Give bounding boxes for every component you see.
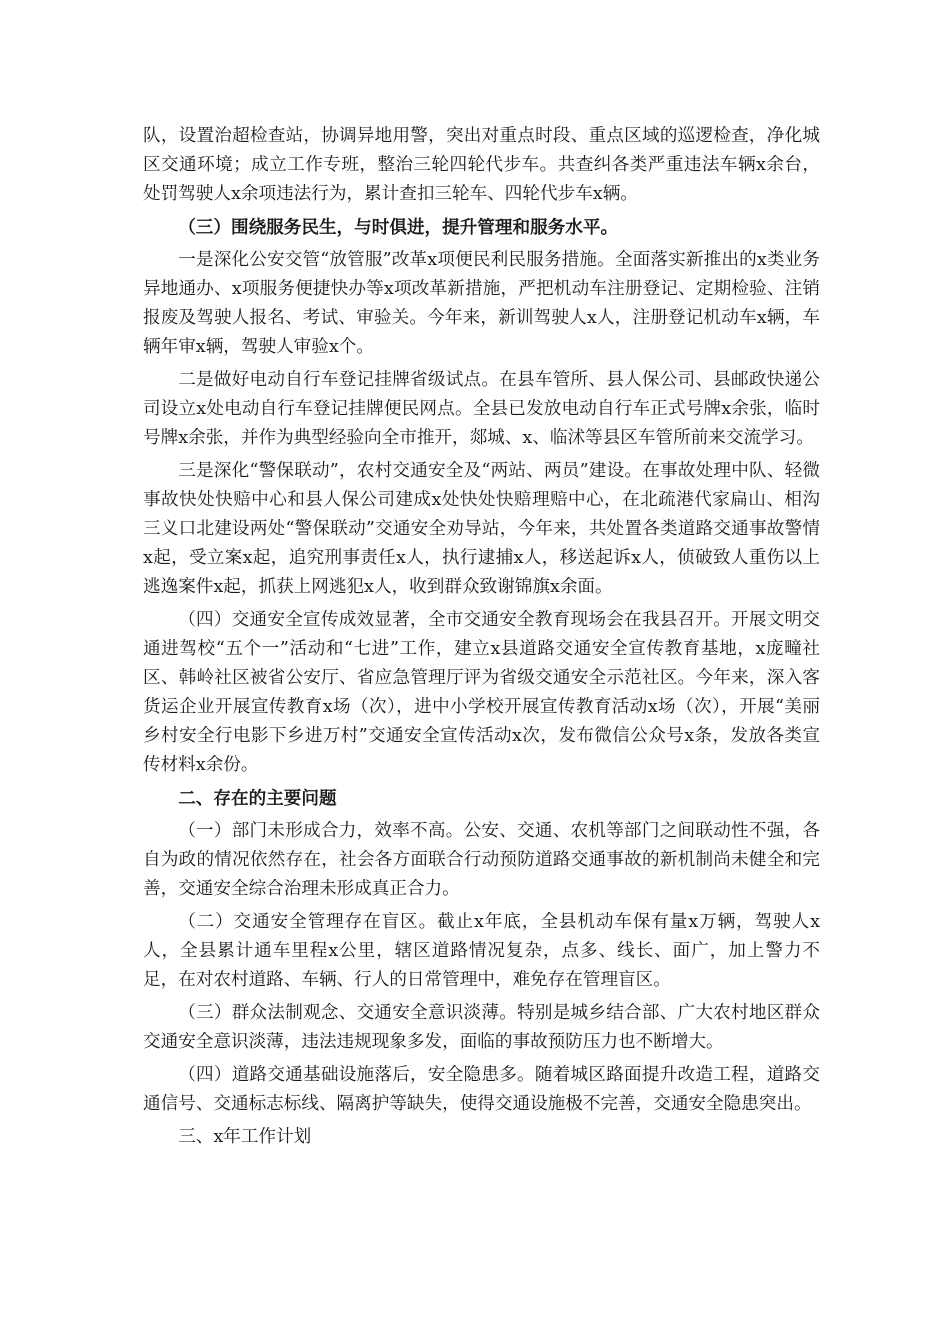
paragraph: 二是做好电动自行车登记挂牌省级试点。在县车管所、县人保公司、县邮政快递公司设立x处电动自行车登记挂牌便民网点。全县已发放电动自行车正式号牌x余张，临时号牌x余张，并作为典型经验向全市推开，郯城、x、临沭等县区车管所前来交流学习。 [143,370,820,448]
section-heading-problems: 二、存在的主要问题 [178,788,337,809]
paragraph: （三）群众法制观念、交通安全意识淡薄。特别是城乡结合部、广大农村地区群众交通安全意识淡薄，违法违规现象多发，面临的事故预防压力也不断增大。 [143,1003,820,1052]
paragraph-continuation: 队，设置治超检查站，协调异地用警，突出对重点时段、重点区域的巡逻检查，净化城区交通环境；成立工作专班，整治三轮四轮代步车。共查纠各类严重违法车辆x余台，处罚驾驶人x余项违法行为，累计查扣三轮车、四轮代步车x辆。 [143,126,820,204]
document-body [143,122,820,1156]
section-heading-plan: 三、x年工作计划 [178,1127,312,1147]
section-heading-3: （三）围绕服务民生，与时俱进，提升管理和服务水平。 [178,217,619,238]
paragraph: （一）部门未形成合力，效率不高。公安、交通、农机等部门之间联动性不强，各自为政的情况依然存在，社会各方面联合行动预防道路交通事故的新机制尚未健全和完善，交通安全综合治理未形成真正合力。 [143,821,820,899]
paragraph: （四）交通安全宣传成效显著，全市交通安全教育现场会在我县召开。开展文明交通进驾校“五个一”活动和“七进”工作，建立x县道路交通安全宣传教育基地，x庞疃社区、韩岭社区被省公安厅、省应急管理厅评为省级交通安全示范社区。今年来，深入客货运企业开展宣传教育x场（次），进中小学校开展宣传教育活动x场（次），开展“美丽乡村安全行电影下乡进万村”交通安全宣传活动x次，发布微信公众号x条，发放各类宣传材料x余份。 [143,610,820,775]
paragraph: （二）交通安全管理存在盲区。截止x年底，全县机动车保有量x万辆，驾驶人x人，全县累计通车里程x公里，辖区道路情况复杂，点多、线长、面广，加上警力不足，在对农村道路、车辆、行人的日常管理中，难免存在管理盲区。 [143,912,820,990]
paragraph: 一是深化公安交管“放管服”改革x项便民利民服务措施。全面落实新推出的x类业务异地通办、x项服务便捷快办等x项改革新措施，严把机动车注册登记、定期检验、注销报废及驾驶人报名、考试、审验关。今年来，新训驾驶人x人，注册登记机动车x辆，车辆年审x辆，驾驶人审验x个。 [143,250,820,357]
paragraph: （四）道路交通基础设施落后，安全隐患多。随着城区路面提升改造工程，道路交通信号、交通标志标线、隔离护等缺失，使得交通设施极不完善，交通安全隐患突出。 [143,1065,820,1114]
paragraph: 三是深化“警保联动”，农村交通安全及“两站、两员”建设。在事故处理中队、轻微事故快处快赔中心和县人保公司建成x处快处快赔理赔中心，在北疏港代家扁山、相沟三义口北建设两处“警保联动”交通安全劝导站，今年来，共处置各类道路交通事故警情x起，受立案x起，追究刑事责任x人，执行逮捕x人，移送起诉x人，侦破致人重伤以上逃逸案件x起，抓获上网逃犯x人，收到群众致谢锦旗x余面。 [143,461,820,597]
